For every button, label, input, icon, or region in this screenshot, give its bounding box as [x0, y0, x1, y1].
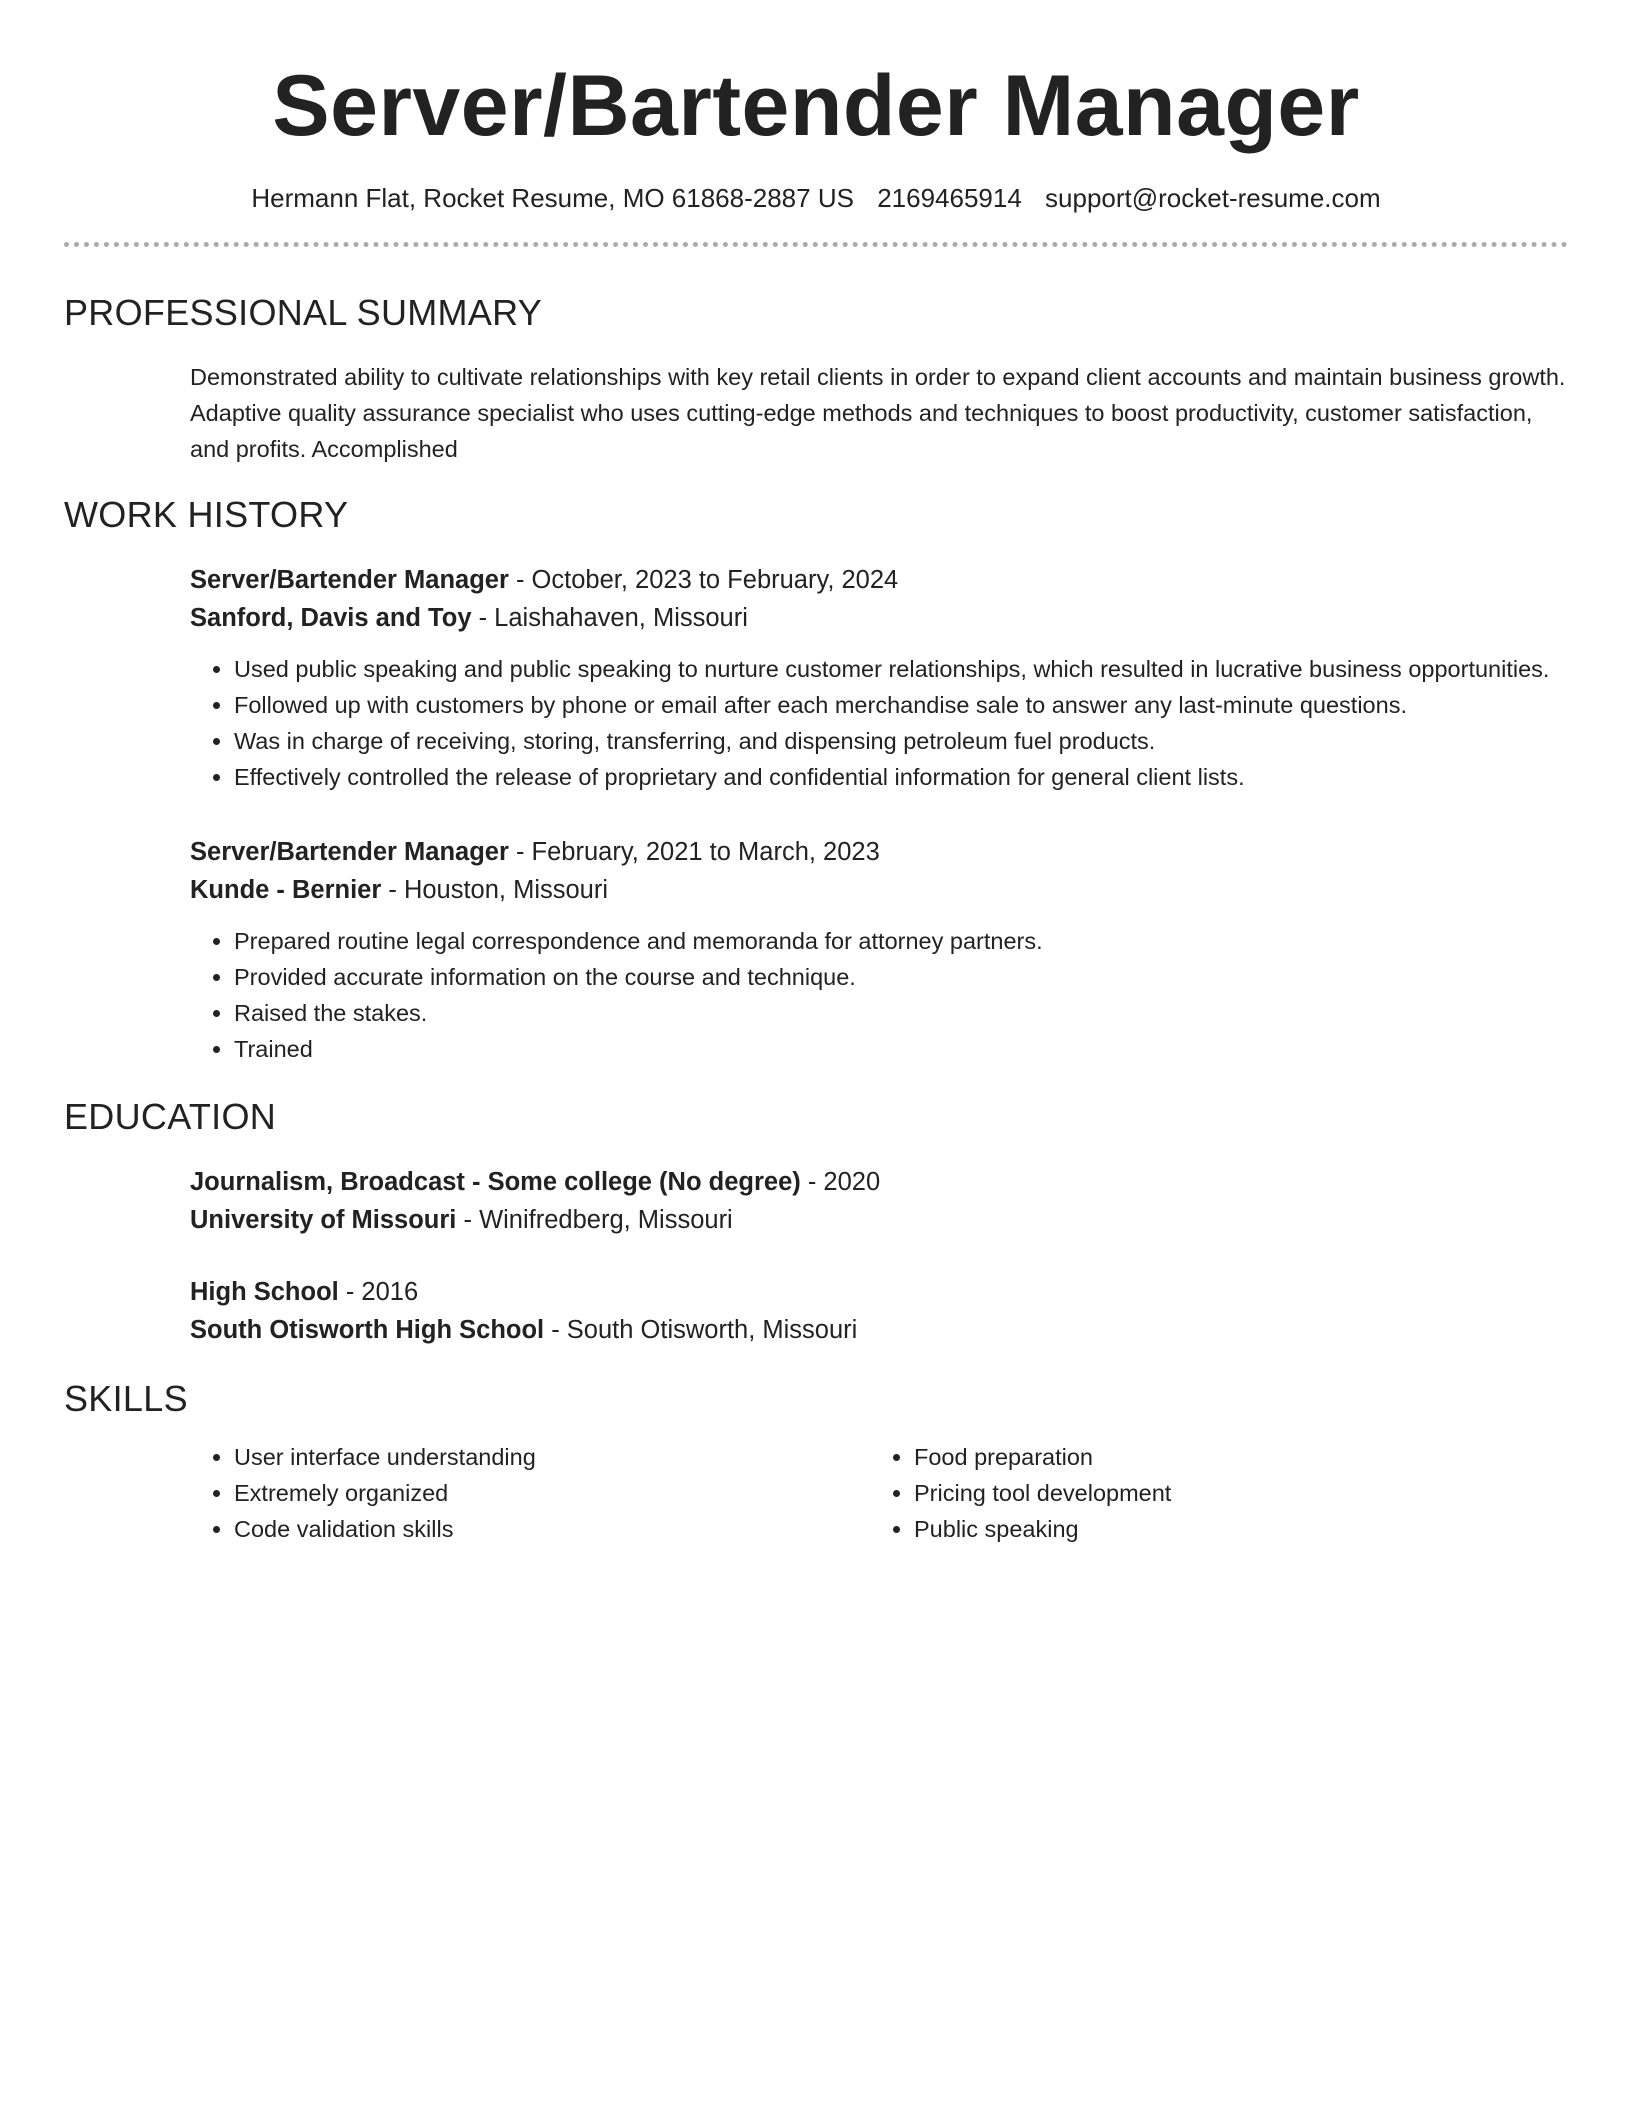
job-company: Kunde - Bernier	[190, 876, 382, 904]
skill-item: • User interface understanding	[234, 1439, 870, 1475]
education-school-line	[190, 1201, 1568, 1239]
job-role: Server/Bartender Manager	[190, 838, 509, 866]
job-company-line	[190, 871, 1568, 909]
skills-list	[870, 1439, 1550, 1547]
job-bullet: • Effectively controlled the release of proprietary and confidential information for general client lists.	[234, 759, 1568, 795]
skills-column-right	[870, 1439, 1550, 1547]
education-location: - Winifredberg, Missouri	[456, 1206, 733, 1234]
resume-name: Server/Bartender Manager	[272, 58, 1360, 154]
job-role: Server/Bartender Manager	[190, 566, 509, 594]
job-bullets	[190, 651, 1568, 795]
job-location: - Laishahaven, Missouri	[471, 604, 748, 632]
education-degree-line	[190, 1273, 1568, 1311]
job-dates: - February, 2021 to March, 2023	[508, 838, 880, 866]
section-title-skills: SKILLS	[64, 1378, 188, 1419]
job-bullet: • Trained	[234, 1031, 1568, 1067]
contact-line	[64, 180, 1568, 216]
section-title-education: EDUCATION	[64, 1096, 277, 1137]
contact-address: Hermann Flat, Rocket Resume, MO 61868-2887 US	[251, 183, 854, 213]
education-degree-line	[190, 1163, 1568, 1201]
job-entry	[190, 833, 1568, 1067]
contact-phone: 2169465914	[877, 183, 1022, 213]
skill-item: • Code validation skills	[234, 1511, 870, 1547]
job-role-line	[190, 561, 1568, 599]
job-company: Sanford, Davis and Toy	[190, 604, 472, 632]
skill-item: • Food preparation	[914, 1439, 1550, 1475]
education-location: - South Otisworth, Missouri	[544, 1316, 858, 1344]
job-bullet: • Used public speaking and public speaking to nurture customer relationships, which resulted in lucrative business opportunities.	[234, 651, 1568, 687]
contact-email: support@rocket-resume.com	[1045, 183, 1381, 213]
summary-text: Demonstrated ability to cultivate relationships with key retail clients in order to expand client accounts and maintain business growth. Adaptive quality assurance specialist who uses cutting-edge methods and techniques to boost productivity, customer satisfaction, and profits. Accomplished	[190, 364, 1566, 462]
skills-column-left	[190, 1439, 870, 1547]
job-bullet: • Followed up with customers by phone or email after each merchandise sale to answer any last-minute questions.	[234, 687, 1568, 723]
education-school: University of Missouri	[190, 1206, 457, 1234]
job-bullet: • Was in charge of receiving, storing, transferring, and dispensing petroleum fuel products.	[234, 723, 1568, 759]
skills-list	[190, 1439, 870, 1547]
education-degree: High School	[190, 1278, 339, 1306]
education-year: - 2020	[800, 1168, 881, 1196]
skill-item: • Public speaking	[914, 1511, 1550, 1547]
job-role-line	[190, 833, 1568, 871]
skills-grid	[190, 1439, 1568, 1547]
header-divider	[64, 242, 1568, 247]
education-school-line	[190, 1311, 1568, 1349]
education-entry	[190, 1273, 1568, 1349]
education-year: - 2016	[338, 1278, 419, 1306]
job-bullets	[190, 923, 1568, 1067]
job-entry	[190, 561, 1568, 795]
skill-item: • Extremely organized	[234, 1475, 870, 1511]
education-school: South Otisworth High School	[190, 1316, 545, 1344]
job-bullet: • Prepared routine legal correspondence and memoranda for attorney partners.	[234, 923, 1568, 959]
skill-item: • Pricing tool development	[914, 1475, 1550, 1511]
education-entry	[190, 1163, 1568, 1239]
job-company-line	[190, 599, 1568, 637]
section-title-summary: PROFESSIONAL SUMMARY	[64, 292, 543, 333]
job-location: - Houston, Missouri	[381, 876, 609, 904]
job-bullet: • Provided accurate information on the course and technique.	[234, 959, 1568, 995]
job-dates: - October, 2023 to February, 2024	[508, 566, 899, 594]
job-bullet: • Raised the stakes.	[234, 995, 1568, 1031]
section-title-work-history: WORK HISTORY	[64, 494, 349, 535]
education-degree: Journalism, Broadcast - Some college (No degree)	[190, 1168, 801, 1196]
